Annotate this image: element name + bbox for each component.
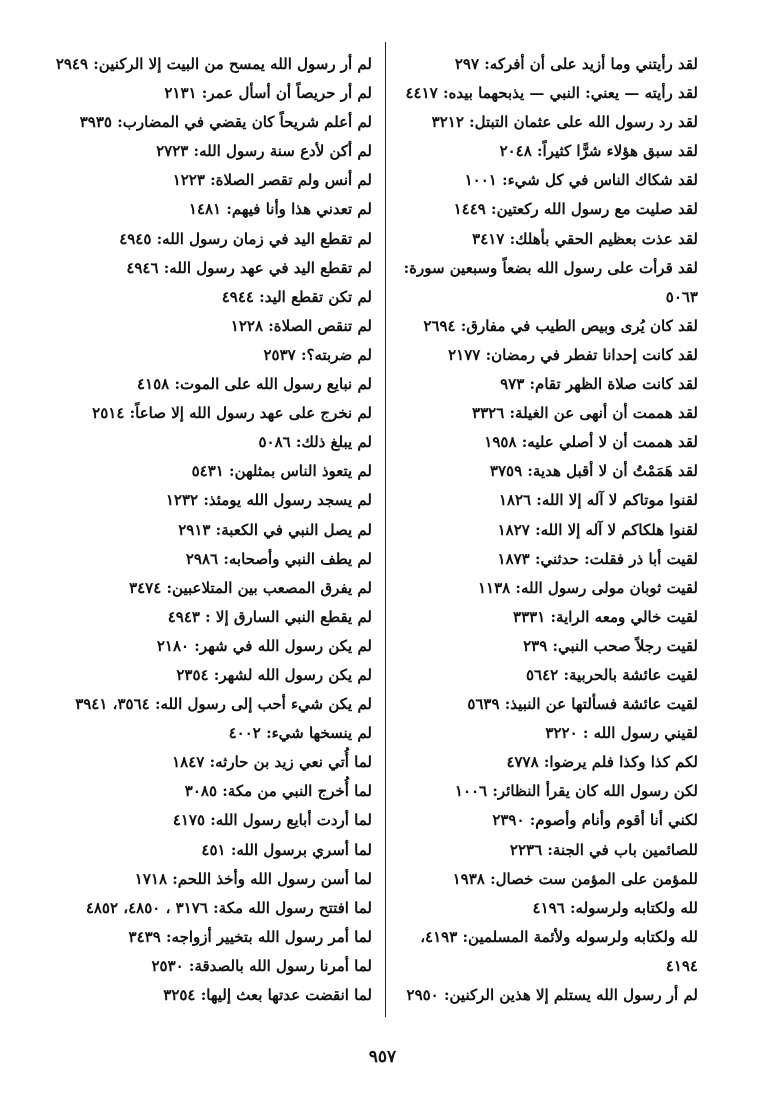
- index-entry: لم يكن شيء أحب إلى رسول الله: ٣٥٦٤، ٣٩٤١: [75, 695, 372, 714]
- index-entry: لقيت عائشة فسألتها عن النبيذ: ٥٦٣٩: [467, 695, 698, 714]
- index-entry: لقيت ثوبان مولى رسول الله: ١١٣٨: [477, 578, 698, 597]
- index-entry: لقيت عائشة بالحربية: ٥٦٤٢: [526, 665, 698, 684]
- index-entry: لله ولكتابه ولرسوله ولأئمة المسلمين: ٤١٩٣،: [420, 927, 698, 946]
- index-entry: لما أردت أبايع رسول الله: ٤١٧٥: [172, 811, 372, 830]
- right-column: [400, 50, 698, 1010]
- index-entry: لم تقطع اليد في زمان رسول الله: ٤٩٤٥: [119, 229, 372, 248]
- index-entry: لله ولكتابه ولرسوله: ٤١٩٦: [532, 898, 698, 917]
- index-entry: لم نخرج على عهد رسول الله إلا صاعاً: ٢٥١٤: [92, 404, 372, 423]
- index-entry: لما أمرنا رسول الله بالصدقة: ٢٥٣٠: [151, 956, 372, 975]
- page-number: ٩٥٧: [368, 1047, 397, 1067]
- index-entry: لم تنقص الصلاة: ١٢٢٨: [230, 316, 372, 335]
- index-entry: لما أمر رسول الله بتخيير أزواجه: ٣٤٣٩: [128, 927, 372, 946]
- index-entry: لقد سبق هؤلاء شرًّا كثيراً: ٢٠٤٨: [499, 142, 698, 161]
- index-entry: لما أسري برسول الله: ٤٥١: [201, 840, 372, 859]
- index-entry: لقد هممت أن أنهى عن الغيلة: ٣٣٢٦: [472, 404, 698, 423]
- index-entry: لقد هَمَمْتُ أن لا أقبل هدية: ٣٧٥٩: [489, 462, 698, 481]
- index-entry: لكن رسول الله كان يقرأ النظائر: ١٠٠٦: [454, 782, 698, 801]
- index-entry: لقد شكاك الناس في كل شيء: ١٠٠١: [464, 171, 698, 190]
- index-entry: لم تقطع اليد في عهد رسول الله: ٤٩٤٦: [126, 258, 372, 277]
- index-entry: لقنوا هلكاكم لا آله إلا الله: ١٨٢٧: [497, 520, 698, 539]
- index-entry: لما افتتح رسول الله مكة: ٣١٧٦ ، ٤٨٥٠، ٤٨٥٢: [85, 898, 372, 917]
- index-entry: لم يقطع النبي السارق إلا : ٤٩٤٣: [167, 607, 372, 626]
- index-entry: لم يتعوذ الناس بمثلهن: ٥٤٣١: [191, 462, 372, 481]
- index-entry: لم أر حريصاً أن أسأل عمر: ٢١٣١: [164, 84, 372, 103]
- index-entry: لقد هممت أن لا أصلي عليه: ١٩٥٨: [484, 433, 698, 452]
- index-entry: لقد عذت بعظيم الحقي بأهلك: ٣٤١٧: [472, 229, 698, 248]
- index-entry: لم نبايع رسول الله على الموت: ٤١٥٨: [137, 375, 372, 394]
- index-entry: لقنوا موتاكم لا آله إلا الله: ١٨٢٦: [498, 491, 698, 510]
- index-entry: لم تعدني هذا وأنا فيهم: ١٤٨١: [188, 200, 372, 219]
- index-entry: لقيت رجلاً صحب النبي: ٢٣٩: [523, 636, 698, 655]
- index-entry: لقد كانت صلاة الظهر تقام: ٩٧٣: [500, 375, 698, 394]
- index-entry: لم أكن لأدع سنة رسول الله: ٢٧٢٣: [156, 142, 372, 161]
- index-entry: لم يكن رسول الله في شهر: ٢١٨٠: [156, 636, 372, 655]
- index-entry: لقد كانت إحدانا تفطر في رمضان: ٢١٧٧: [448, 345, 698, 364]
- index-entry: لكم كذا وكذا فلم يرضوا: ٤٧٧٨: [506, 753, 698, 772]
- index-entry: لم يبلغ ذلك: ٥٠٨٦: [258, 433, 372, 452]
- index-entry: لقد رأيته — يعني: النبي — يذبحهما بيده: ٤٤١٧: [405, 84, 698, 103]
- index-entry: لم يصل النبي في الكعبة: ٢٩١٣: [178, 520, 372, 539]
- index-entry: لم يسجد رسول الله يومئذ: ١٢٣٢: [165, 491, 372, 510]
- column-divider: [385, 42, 386, 1017]
- index-entry: لم تكن تقطع اليد: ٤٩٤٤: [221, 287, 372, 306]
- index-entry: لما أسن رسول الله وأخذ اللحم: ١٧١٨: [134, 869, 372, 888]
- index-entry: لم أنس ولم تقصر الصلاة: ١٢٢٣: [172, 171, 372, 190]
- index-entry: لقيت أبا ذر فقلت: حدثني: ١٨٧٣: [497, 549, 698, 568]
- left-column: [55, 50, 372, 1010]
- index-entry: لكني أنا أقوم وأنام وأصوم: ٢٣٩٠: [492, 811, 698, 830]
- index-entry: لقد كان يُرى وبيص الطيب في مفارق: ٢٦٩٤: [423, 316, 698, 335]
- index-entry: لقد رأيتني وما أزيد على أن أفركه: ٢٩٧: [454, 55, 698, 73]
- index-entry: لم أعلم شريحاً كان يقضي في المضارب: ٣٩٣٥: [79, 113, 372, 132]
- index-entry: لما أُتي نعي زيد بن حارثه: ١٨٤٧: [172, 753, 372, 772]
- index-entry: لم ضربته؟: ٢٥٣٧: [263, 345, 372, 364]
- index-entry: لم ينسخها شيء: ٤٠٠٢: [228, 724, 372, 743]
- index-entry: للمؤمن على المؤمن ست خصال: ١٩٣٨: [452, 869, 698, 888]
- index-entry: لقيت خالي ومعه الراية: ٣٣٣١: [513, 607, 698, 626]
- index-entry: لقد قرأت على رسول الله بضعاً وسبعين سورة:: [403, 258, 698, 277]
- index-entry: لم أر رسول الله يمسح من البيت إلا الركنين: ٢٩٤٩: [55, 55, 372, 73]
- index-entry: لقد صليت مع رسول الله ركعتين: ١٤٤٩: [453, 200, 698, 219]
- index-entry: لما انقضت عدتها بعث إليها: ٣٢٥٤: [163, 986, 372, 1004]
- index-entry: لم يطف النبي وأصحابه: ٢٩٨٦: [185, 549, 372, 568]
- index-entry: لم يكن رسول الله لشهر: ٢٣٥٤: [176, 665, 372, 684]
- index-entry: لقيني رسول الله : ٣٢٢٠: [545, 724, 698, 743]
- index-entry: لما أُخرج النبي من مكة: ٣٠٨٥: [184, 782, 372, 801]
- index-entry: ٤١٩٤: [665, 956, 698, 975]
- index-entry: لم أر رسول الله يستلم إلا هذين الركنين: ٢٩٥٠: [406, 986, 698, 1004]
- index-entry: لقد رد رسول الله على عثمان التبتل: ٣٢١٢: [431, 113, 698, 132]
- index-entry: للصائمين باب في الجنة: ٢٢٣٦: [509, 840, 698, 859]
- index-entry: ٥٠٦٣: [665, 287, 698, 306]
- index-entry: لم يفرق المصعب بين المتلاعبين: ٣٤٧٤: [129, 578, 372, 597]
